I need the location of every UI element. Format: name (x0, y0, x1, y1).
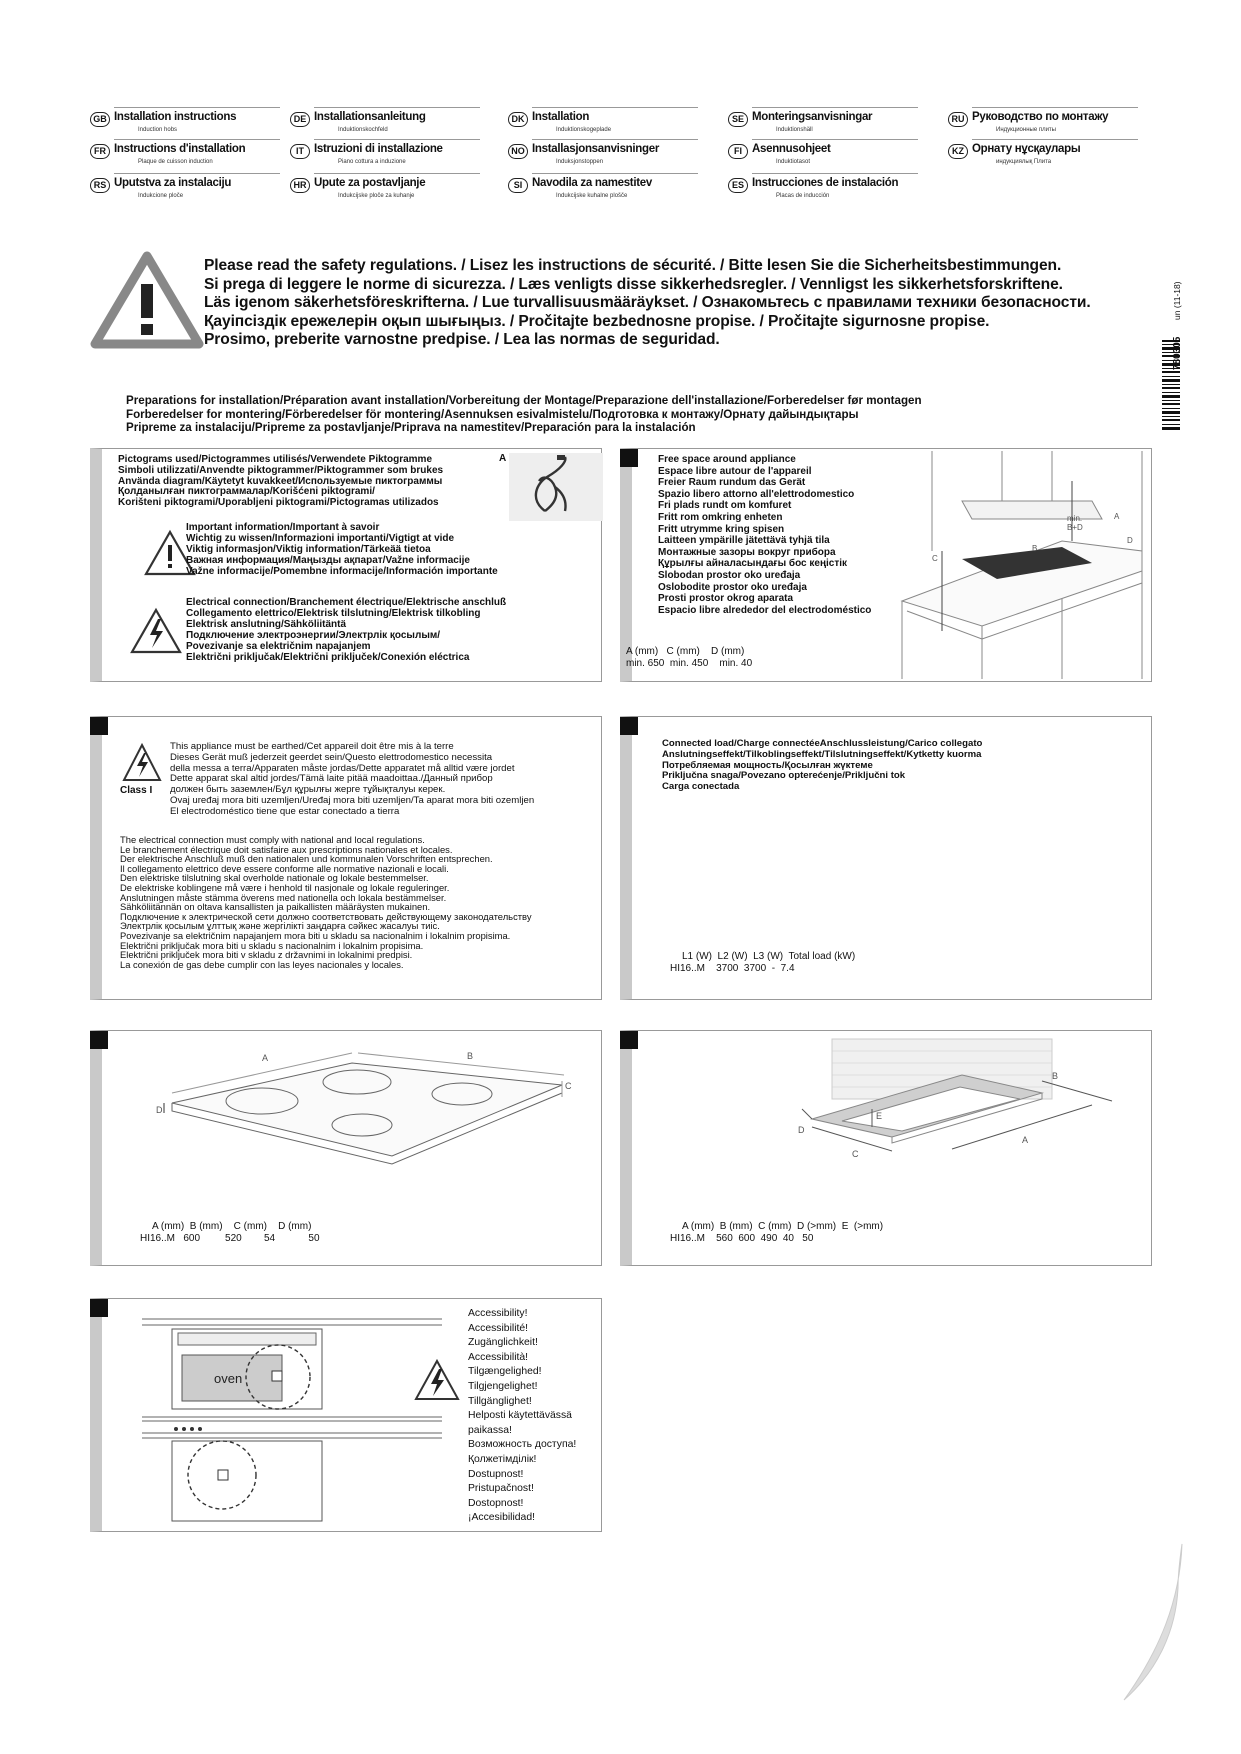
text-line: paikassa! (468, 1424, 512, 1436)
language-subtitle: Placas de inducción (776, 193, 830, 199)
language-subtitle: Induktiotasot (776, 159, 811, 165)
language-subtitle: Indukcijske ploče za kuhanje (338, 193, 415, 199)
language-code-badge: NO (508, 144, 528, 159)
text-line: Подключение электроэнергии/Электрлік қосылым/ (186, 630, 441, 641)
divider (314, 139, 480, 140)
class-one-hazard-icon (122, 743, 162, 783)
language-title: Орнату нұсқаулары (972, 143, 1081, 155)
divider (752, 107, 918, 108)
text-line: Važne informacije/Pomembne informacije/Información importante (186, 566, 498, 577)
brand-swoosh-icon (1110, 1540, 1190, 1710)
language-code-badge: DE (290, 112, 310, 127)
language-entry (948, 110, 1138, 138)
text-line: Dostupnost! (468, 1468, 524, 1480)
section-marker (620, 1031, 638, 1049)
divider (972, 107, 1138, 108)
c-label: C (932, 554, 938, 563)
text-line: Accessibilità! (468, 1351, 529, 1363)
text-line: Simboli utilizzati/Anvendte piktogrammer/Piktogrammer som brukes (118, 464, 444, 476)
text-line: Il collegamento elettrico deve essere conforme alle normative nazionali e locali. (120, 862, 449, 874)
product-code: 780305 (1172, 336, 1183, 370)
pictograms-panel (90, 448, 602, 682)
hob-dims-table-header: A (mm) B (mm) C (mm) D (mm) (152, 1221, 312, 1232)
prep-line: Pripreme za instalaciju/Pripreme za postavljanje/Priprava na namestitev/Preparación para la instalación (126, 421, 696, 435)
language-subtitle: Induktionskogeplade (556, 127, 612, 133)
language-title: Monteringsanvisningar (752, 111, 873, 123)
language-title: Installation (532, 111, 590, 123)
text-line: Espacio libre alrededor del electrodoméstico (658, 604, 872, 616)
language-entry (728, 142, 918, 170)
oven-access-diagram (142, 1317, 442, 1527)
text-line: Подключение к электрической сети должно соответствовать действующему законодательству (120, 910, 532, 922)
cut-c-label: C (852, 1149, 859, 1159)
language-title: Installasjonsanvisninger (532, 143, 660, 155)
section-marker (620, 717, 638, 735)
language-subtitle: Induction hobs (138, 127, 178, 133)
text-line: Electrical connection/Branchement électrique/Elektrische anschluß (186, 597, 507, 608)
language-code-badge: DK (508, 112, 528, 127)
text-line: Accessibility! (468, 1308, 528, 1319)
language-entry (728, 110, 918, 138)
cutout-table-header: A (mm) B (mm) C (mm) D (>mm) E (>mm) (682, 1221, 884, 1232)
text-line: Pristupačnost! (468, 1483, 534, 1495)
cut-d-label: D (798, 1125, 805, 1135)
language-entry (90, 110, 280, 138)
text-line: Потребляемая мощность/Қосылған жүктеме (662, 759, 873, 771)
safety-line: Please read the safety regulations. / Lisez les instructions de sécurité. / Bitte lesen Sie die Sicherheitsbestimmungen. (204, 257, 1062, 274)
divider (532, 139, 698, 140)
language-code-badge: GB (90, 112, 110, 127)
text-line: Accessibilité! (468, 1322, 529, 1334)
divider (114, 107, 280, 108)
text-line: Priključna snaga/Povezano opterećenje/Priključni tok (662, 770, 906, 782)
language-subtitle: Induktionshäll (776, 127, 813, 133)
warning-triangle-icon (89, 250, 205, 350)
text-line: Важная информация/Маңызды ақпарат/Važne informacije (186, 555, 470, 566)
free-space-text (658, 454, 871, 616)
text-line: Helposti käytettävässä (468, 1410, 572, 1422)
text-line: Электрлік қосылым ұлттық және жергілікті заңдарға сәйкес жасалуы тиіс. (120, 920, 440, 932)
hob-dims-table-row: HI16..M 600 520 54 50 (140, 1233, 320, 1244)
divider (314, 173, 480, 174)
text-line: Den elektriske tilslutning skal overholde nationale og lokale bestemmelser. (120, 872, 429, 884)
language-code-badge: HR (290, 178, 310, 193)
language-code-badge: RS (90, 178, 110, 193)
accessibility-panel (90, 1298, 602, 1532)
text-line: Espace libre autour de l'appareil (658, 465, 812, 477)
load-table-header: L1 (W) L2 (W) L3 (W) Total load (kW) (682, 951, 856, 962)
language-code-badge: KZ (948, 144, 968, 159)
dim-d-label: D (156, 1105, 163, 1115)
electrical-hazard-icon (130, 607, 182, 655)
text-line: Connected load/Charge connectéeAnschlussleistung/Carico collegato (662, 738, 983, 749)
language-title: Installation instructions (114, 111, 237, 123)
text-line: Free space around appliance (658, 454, 796, 465)
text-line: Tillgänglighet! (468, 1395, 532, 1407)
safety-notice (204, 257, 1091, 350)
regulations-text (120, 835, 532, 969)
min-label: min. (1067, 514, 1083, 523)
text-line: Important information/Important à savoir (186, 522, 380, 533)
text-line: Der elektrische Anschluß muß den nationalen und kommunalen Vorschriften entsprechen. (120, 853, 493, 865)
language-subtitle: Piano cottura a induzione (338, 159, 406, 165)
language-subtitle: Indukcijske kuhalne plošče (556, 193, 628, 199)
earthing-panel (90, 716, 602, 1000)
text-line: Carga conectada (662, 781, 740, 793)
text-line: Dieses Gerät muß jederzeit geerdet sein/Questo elettrodomestico necessita (170, 751, 493, 763)
text-line: Fritt rom omkring enheten (658, 511, 783, 523)
language-subtitle: Plaque de cuisson induction (138, 159, 213, 165)
label-a: A (499, 453, 507, 464)
bd-label: B+D (1067, 523, 1083, 532)
a-label: A (1114, 512, 1120, 521)
text-line: Anslutningen måste stämma överens med nationella och lokala bestämmelser. (120, 891, 447, 903)
text-line: Använda diagram/Käytetyt kuvakkeet/Используемые пиктограммы (118, 475, 443, 487)
text-line: Prosti prostor okrog aparata (658, 593, 794, 605)
text-line: Tilgjengelighet! (468, 1380, 538, 1392)
language-title: Installationsanleitung (314, 111, 426, 123)
divider (972, 139, 1138, 140)
language-title: Navodila za namestitev (532, 177, 652, 189)
free-space-table-header: A (mm) C (mm) D (mm) (626, 646, 745, 657)
language-subtitle: индукциялық Плита (996, 159, 1052, 165)
free-space-table-values: min. 650 min. 450 min. 40 (626, 658, 753, 669)
divider (532, 173, 698, 174)
section-marker (90, 717, 108, 735)
language-code-badge: SI (508, 178, 528, 193)
language-entry (90, 176, 280, 204)
text-line: The electrical connection must comply with national and local regulations. (120, 834, 425, 845)
text-line: Povezivanje sa električnim napajanjem (186, 641, 371, 652)
load-table-row: HI16..M 3700 3700 - 7.4 (670, 963, 795, 974)
preparations-heading (126, 394, 922, 435)
class-label: Class I (120, 785, 153, 796)
cutout-diagram (792, 1039, 1132, 1159)
divider (114, 139, 280, 140)
text-line: Dostopnost! (468, 1497, 524, 1509)
section-marker (90, 1299, 108, 1317)
divider (314, 107, 480, 108)
cut-e-label: E (876, 1111, 883, 1121)
language-entry (508, 142, 698, 170)
text-line: Elektrisk anslutning/Sähköliitäntä (186, 619, 347, 630)
safety-line: Läs igenom säkerhetsföreskrifterna. / Lue turvallisuusmääräykset. / Ознакомьтесь с правилами техники безопасности. (204, 294, 1091, 312)
text-line: Sähköliitännän on oltava kansallisten ja paikallisten määräysten mukainen. (120, 901, 431, 913)
text-line: Spazio libero attorno all'elettrodomestico (658, 488, 855, 500)
text-line: Tilgængelighed! (468, 1366, 542, 1378)
text-line: должен быть заземлен/Бұл құрылғы жерге тұйықталуы керек. (170, 784, 446, 796)
cut-b-label: B (1052, 1071, 1059, 1081)
text-line: Қолжетімділік! (468, 1453, 537, 1465)
divider (114, 173, 280, 174)
pictograms-heading (118, 455, 443, 509)
prep-line: Forberedelser for montering/Förberedelser för montering/Asennuksen esivalmistelu/Подготовка к монтажу/Орнату дайындықтары (126, 407, 859, 421)
text-line: Povezivanje sa električnim napajanjem mora biti u skladu sa nacionalnim i lokalnim propisima. (120, 929, 511, 941)
text-line: Električni priključek mora biti v skladu z državnimi in lokalnimi predpisi. (120, 949, 413, 961)
text-line: Slobodan prostor oko uređaja (658, 569, 801, 581)
language-entry (290, 176, 480, 204)
text-line: Ovaj uređaj mora biti uzemljen/Uređaj mora biti uzemljen/Ta aparat mora biti ozemljen (170, 794, 535, 806)
safety-line: Prosimo, preberite varnostne predpise. / Lea las normas de seguridad. (204, 331, 720, 349)
text-line: Zugänglichkeit! (468, 1337, 538, 1349)
dim-c-label: C (565, 1081, 572, 1091)
language-title: Instructions d'installation (114, 143, 246, 155)
language-code-badge: ES (728, 178, 748, 193)
language-subtitle: Induksjonstoppen (556, 159, 604, 165)
cut-a-label: A (1022, 1135, 1029, 1145)
text-line: This appliance must be earthed/Cet appareil doit être mis à la terre (170, 741, 454, 752)
text-line: Viktig informasjon/Viktig information/Tärkeää tietoa (186, 544, 431, 555)
connected-load-panel (620, 716, 1152, 1000)
text-line: Korišteni piktogrami/Uporabljeni piktogrami/Pictogramas utilizados (118, 497, 439, 509)
accessibility-text (468, 1307, 576, 1526)
text-line: ¡Accesibilidad! (468, 1512, 535, 1524)
oven-label: oven (214, 1371, 243, 1386)
text-line: della messa a terra/Apparaten måste jordas/Dette apparatet må alltid være jordet (170, 762, 515, 774)
language-subtitle: Индукционные плиты (996, 127, 1056, 133)
text-line: Fri plads rundt om komfuret (658, 500, 792, 512)
text-line: Le branchement électrique doit satisfaire aux prescriptions nationales et locales. (120, 843, 453, 855)
text-line: Монтажные зазоры вокруг прибора (658, 546, 836, 558)
text-line: De elektriske koblingene må være i henhold til nasjonale og lokale reguleringer. (120, 881, 450, 893)
language-code-badge: FI (728, 144, 748, 159)
revision-date: un (11-18) (1172, 281, 1182, 320)
language-title: Руководство по монтажу (972, 111, 1109, 123)
dim-b-label: B (467, 1051, 474, 1061)
dim-a-label: A (262, 1053, 269, 1063)
divider (752, 139, 918, 140)
text-line: Fritt utrymme kring spisen (658, 523, 785, 535)
safety-line: Si prega di leggere le norme di sicurezza. / Læs venligts disse sikkerhedsregler. / Vennligst les sikkerhetsforskriftene. (204, 275, 1063, 293)
text-line: Wichtig zu wissen/Informazioni importanti/Vigtigt at vide (186, 533, 455, 544)
language-code-badge: IT (290, 144, 310, 159)
text-line: Oslobodite prostor oko uređaja (658, 581, 807, 593)
language-code-badge: SE (728, 112, 748, 127)
language-title: Uputstva za instalaciju (114, 177, 232, 189)
accessibility-hazard-icon (414, 1359, 460, 1401)
section-marker (620, 449, 638, 467)
language-code-badge: FR (90, 144, 110, 159)
hob-dimensions-diagram (156, 1041, 582, 1191)
language-entry (90, 142, 280, 170)
language-title: Instrucciones de instalación (752, 177, 899, 189)
divider (532, 107, 698, 108)
free-space-panel (620, 448, 1152, 682)
text-line: Құрылғы айналасындағы бос кеңістік (658, 558, 848, 570)
language-entry (728, 176, 918, 204)
text-line: Anslutningseffekt/Tilkoblingseffekt/Tilslutningseffekt/Kytketty kuorma (662, 748, 982, 760)
text-line: Pictograms used/Pictogrammes utilisés/Verwendete Piktogramme (118, 454, 433, 465)
language-entry (290, 142, 480, 170)
language-title: Asennusohjeet (752, 143, 831, 155)
b-label: B (1032, 544, 1038, 553)
text-line: La conexión de gas debe cumplir con las leyes nacionales y locales. (120, 958, 404, 970)
text-line: El electrodoméstico tiene que estar conectado a tierra (170, 805, 400, 817)
text-line: Freier Raum rundum das Gerät (658, 477, 806, 489)
kitchen-clearance-diagram (902, 451, 1152, 679)
text-line: Električni priključak/Električni priključek/Conexión eléctrica (186, 652, 470, 663)
text-line: Қолданылған пиктограммалар/Korišćeni piktogrami/ (118, 486, 375, 498)
text-line: Laitteen ympärille jätettävä tyhjä tila (658, 535, 830, 547)
text-line: Collegamento elettrico/Elektrisk tilslutning/Elektrisk tilkobling (186, 608, 481, 619)
language-title: Upute za postavljanje (314, 177, 426, 189)
safety-line: Қауіпсіздік ережелерін оқып шығыңыз. / Pročitajte bezbednosne propise. / Pročitajte sigurnosne propise. (204, 312, 990, 330)
d-label: D (1127, 536, 1133, 545)
connected-load-text (662, 739, 982, 793)
language-entry (508, 176, 698, 204)
earthing-text (170, 742, 534, 818)
divider (752, 173, 918, 174)
language-title: Istruzioni di installazione (314, 143, 443, 155)
language-entry (290, 110, 480, 138)
hob-dimensions-panel (90, 1030, 602, 1266)
language-entry (508, 110, 698, 138)
prep-line: Preparations for installation/Préparation avant installation/Vorbereitung der Montage/Preparazione dell'installazione/Forberedelser før montagen (126, 394, 922, 407)
section-marker (90, 1031, 108, 1049)
cutout-table-row: HI16..M 560 600 490 40 50 (670, 1233, 814, 1244)
text-line: Dette apparat skal altid jordes/Tämä laite pitää maadoittaa./Данный прибор (170, 773, 493, 785)
cutout-panel (620, 1030, 1152, 1266)
language-entry (948, 142, 1138, 170)
electrical-connection-text (186, 597, 506, 663)
language-subtitle: Induktionskochfeld (338, 127, 388, 133)
power-cable-icon (509, 453, 603, 521)
text-line: Возможность доступа! (468, 1439, 577, 1451)
important-info-text (186, 522, 498, 577)
language-code-badge: RU (948, 112, 968, 127)
text-line: Električni priključak mora biti u skladu s nacionalnim i lokalnim propisima. (120, 939, 424, 951)
language-subtitle: Indukcione ploče (138, 193, 184, 199)
